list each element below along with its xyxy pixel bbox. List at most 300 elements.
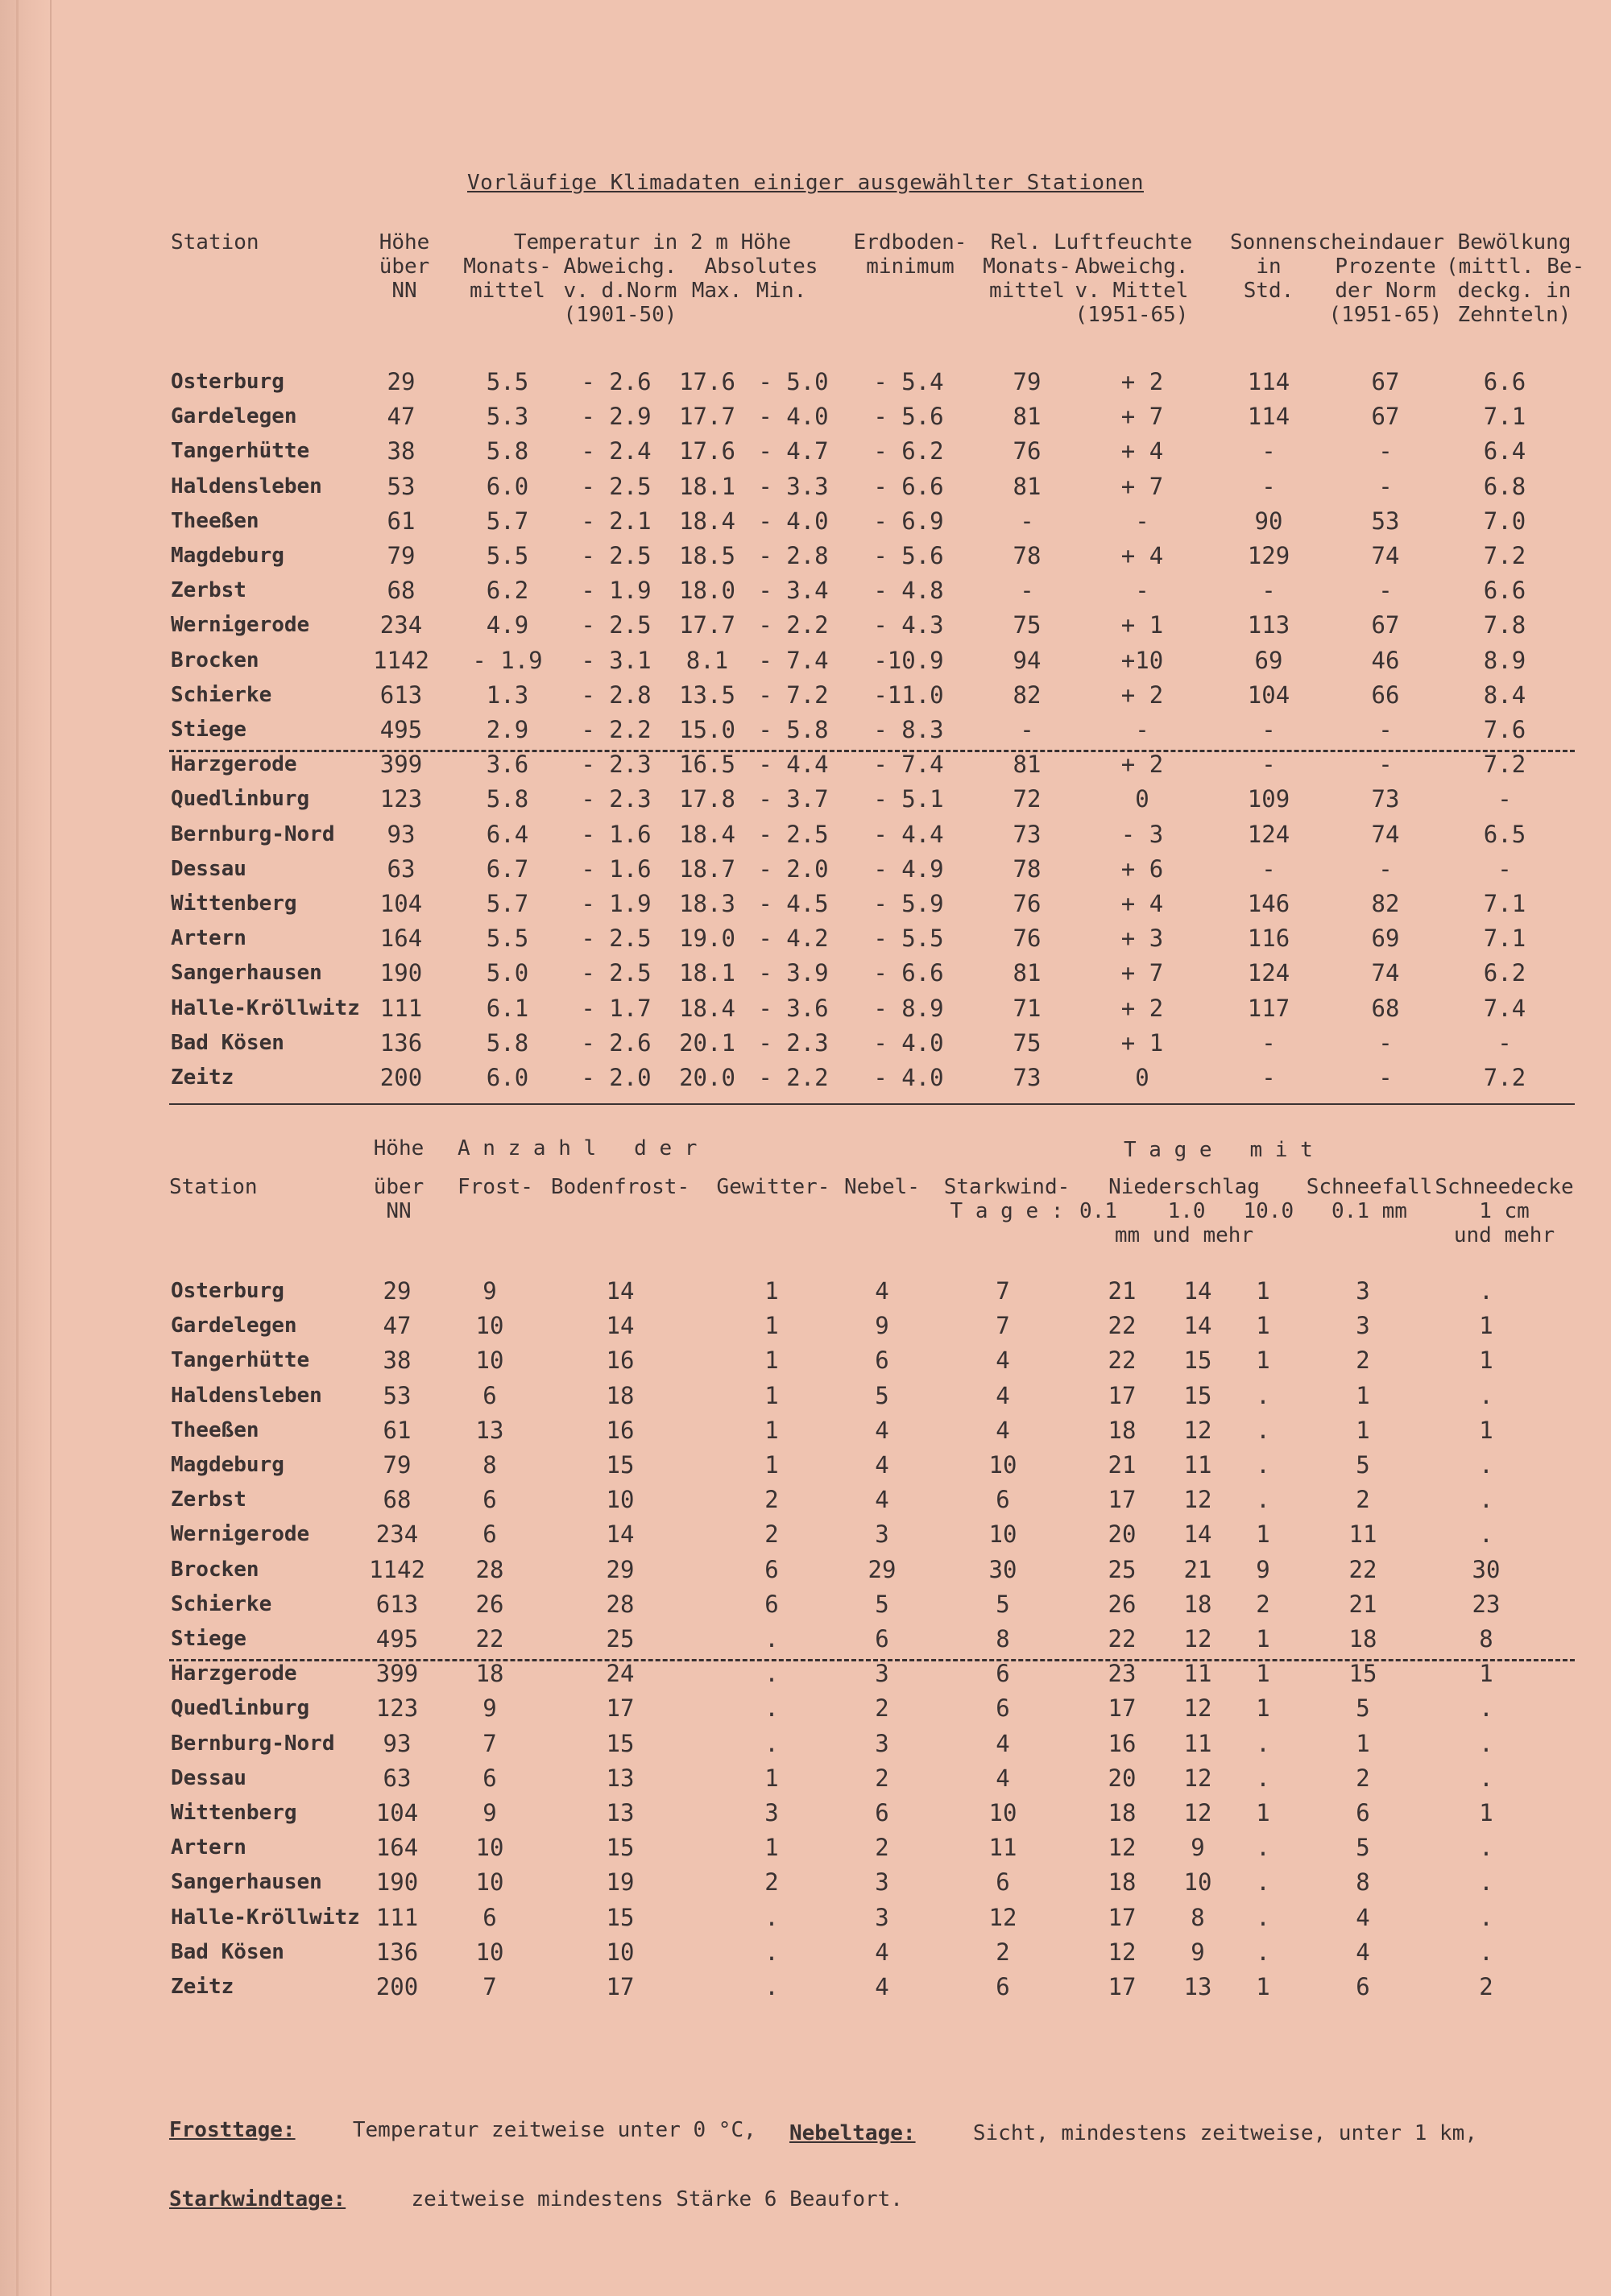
t1-cell-max: 18.1 [679, 959, 735, 987]
t2-cell-nebel: 3 [875, 1520, 889, 1549]
t1-cell-max: 15.0 [679, 716, 735, 743]
t2-cell-nebel: 2 [875, 1764, 889, 1792]
t2-cell-nieder-10: 15 [1183, 1381, 1212, 1409]
t1-cell-hoehe: 68 [387, 577, 416, 605]
footnote-frost [169, 2118, 756, 2142]
t1-station-name: Bad Kösen [171, 1030, 284, 1055]
t1-cell-sonne-prozent: - [1378, 1064, 1393, 1091]
t1-header-bewoelkung: Bewölkung (mittl. Be- deckg. in Zehnteln) [1446, 230, 1585, 327]
t1-cell-erdboden: - 5.9 [873, 890, 944, 917]
t1-cell-hoehe: 47 [387, 403, 416, 431]
t1-row [0, 956, 1611, 990]
t1-cell-sonne-prozent: 74 [1371, 959, 1400, 987]
t1-cell-bewoelkung: 6.2 [1483, 959, 1526, 987]
t2-cell-nebel: 6 [875, 1347, 889, 1375]
t2-cell-nieder-01: 23 [1108, 1660, 1137, 1688]
t1-cell-abweichung: - 2.5 [581, 472, 652, 500]
t1-station-name: Theeßen [171, 508, 259, 533]
t2-cell-nebel: 4 [875, 1938, 889, 1966]
t1-cell-min: - 3.9 [758, 959, 829, 987]
t2-cell-hoehe: 29 [383, 1277, 412, 1305]
t2-cell-hoehe: 123 [375, 1694, 419, 1723]
t1-cell-abweichung: - 1.9 [581, 577, 652, 605]
footnote-starkwind-term: Starkwindtage: [169, 2187, 346, 2211]
t1-cell-min: - 5.0 [758, 368, 829, 395]
t2-cell-schneefall: 1 [1356, 1729, 1370, 1757]
t2-cell-schneefall: 1 [1356, 1381, 1370, 1409]
t1-cell-abweichung: - 2.9 [581, 403, 652, 431]
t1-cell-min: - 2.0 [758, 854, 829, 883]
t2-cell-frost: 26 [475, 1590, 504, 1618]
t2-cell-frost: 6 [482, 1764, 497, 1792]
t1-cell-min: - 7.4 [758, 646, 829, 674]
t1-row [0, 434, 1611, 468]
t1-header-sonne-std: in Std. [1243, 254, 1294, 303]
t2-cell-nebel: 4 [875, 1416, 889, 1444]
t1-cell-bewoelkung: 7.8 [1483, 611, 1526, 639]
t2-cell-bodenfrost: 10 [606, 1938, 635, 1966]
t1-cell-hoehe: 123 [379, 785, 423, 813]
t1-cell-abweichung: - 1.7 [581, 994, 652, 1022]
t2-cell-nieder-01: 12 [1108, 1938, 1137, 1966]
t2-cell-nebel: 6 [875, 1625, 889, 1653]
t1-cell-erdboden: - 5.4 [873, 368, 944, 395]
t1-station-name: Bernburg-Nord [171, 821, 335, 846]
t2-cell-gewitter: 2 [764, 1486, 779, 1514]
t2-cell-nieder-100: . [1256, 1868, 1270, 1897]
t1-cell-luft-mittel: 78 [1013, 542, 1042, 569]
t1-cell-sonne-prozent: 53 [1371, 507, 1400, 535]
t2-cell-schneefall: 2 [1356, 1347, 1370, 1375]
t1-cell-sonne-prozent: - [1378, 716, 1393, 743]
t1-row [0, 991, 1611, 1025]
t1-cell-bewoelkung: 7.1 [1483, 403, 1526, 431]
t1-row [0, 887, 1611, 920]
t2-cell-nieder-100: . [1256, 1764, 1270, 1792]
t2-cell-bodenfrost: 19 [606, 1868, 635, 1897]
t1-cell-luft-mittel: 76 [1013, 437, 1042, 465]
t1-cell-sonne-prozent: 46 [1371, 646, 1400, 674]
t2-header-bodenfrost: Bodenfrost- [550, 1175, 690, 1199]
t2-cell-schneedecke: . [1479, 1694, 1493, 1723]
t1-cell-monatsmittel: 5.8 [486, 437, 529, 465]
t2-cell-nieder-01: 18 [1108, 1868, 1137, 1897]
t1-cell-min: - 3.4 [758, 577, 829, 605]
t2-row [0, 1796, 1611, 1830]
t1-row [0, 1061, 1611, 1094]
t1-cell-sonne-prozent: 67 [1371, 368, 1400, 395]
t1-cell-monatsmittel: 1.3 [486, 681, 529, 709]
t1-cell-bewoelkung: 8.9 [1483, 646, 1526, 674]
t1-cell-sonne-std: 129 [1247, 542, 1290, 569]
t1-cell-sonne-prozent: - [1378, 437, 1393, 465]
t1-row [0, 747, 1611, 781]
t2-cell-gewitter: 2 [764, 1520, 779, 1549]
t1-cell-monatsmittel: 6.4 [486, 820, 529, 848]
t1-cell-max: 18.4 [679, 820, 735, 848]
t1-cell-hoehe: 495 [379, 716, 423, 743]
t1-cell-luft-abweichung: + 4 [1120, 542, 1164, 569]
t2-cell-starkwind: 4 [996, 1381, 1010, 1409]
t1-cell-luft-abweichung: + 7 [1120, 959, 1164, 987]
t2-row [0, 1831, 1611, 1864]
t2-header-gewitter: Gewitter- [716, 1175, 830, 1199]
t1-station-name: Zerbst [171, 578, 246, 603]
t2-row [0, 1727, 1611, 1760]
t2-cell-schneefall: 6 [1356, 1973, 1370, 2000]
t1-cell-erdboden: - 7.4 [873, 751, 944, 779]
t2-row [0, 1901, 1611, 1934]
t2-cell-starkwind: 7 [996, 1277, 1010, 1305]
t2-cell-nebel: 4 [875, 1277, 889, 1305]
t1-cell-min: - 3.3 [758, 472, 829, 500]
t1-cell-abweichung: - 2.4 [581, 437, 652, 465]
t2-cell-nieder-100: 1 [1256, 1347, 1270, 1375]
t2-cell-schneefall: 5 [1356, 1694, 1370, 1723]
t1-cell-sonne-std: - [1261, 472, 1276, 500]
t2-cell-nieder-10: 11 [1183, 1451, 1212, 1479]
t1-cell-monatsmittel: 2.9 [486, 716, 529, 743]
t2-cell-starkwind: 10 [988, 1520, 1017, 1549]
t2-cell-bodenfrost: 15 [606, 1729, 635, 1757]
t2-cell-schneedecke: 30 [1472, 1555, 1501, 1583]
t2-cell-hoehe: 53 [383, 1381, 412, 1409]
t1-cell-hoehe: 79 [387, 542, 416, 569]
t2-cell-frost: 7 [482, 1973, 497, 2000]
t1-cell-max: 18.1 [679, 472, 735, 500]
t2-cell-gewitter: . [764, 1694, 779, 1723]
t2-cell-schneefall: 22 [1348, 1555, 1377, 1583]
t1-cell-monatsmittel: 6.1 [486, 994, 529, 1022]
t2-cell-nieder-100: 2 [1256, 1590, 1270, 1618]
t2-cell-frost: 9 [482, 1799, 497, 1826]
t2-cell-schneefall: 2 [1356, 1486, 1370, 1514]
t2-cell-starkwind: 8 [996, 1625, 1010, 1653]
t1-cell-erdboden: - 5.5 [873, 925, 944, 953]
t1-cell-luft-mittel: 75 [1013, 1028, 1042, 1057]
t2-cell-frost: 6 [482, 1903, 497, 1931]
t1-cell-bewoelkung: 7.1 [1483, 925, 1526, 953]
t2-cell-starkwind: 11 [988, 1834, 1017, 1862]
t2-cell-bodenfrost: 15 [606, 1834, 635, 1862]
t2-station-name: Schierke [171, 1591, 272, 1616]
t2-cell-schneedecke: 8 [1479, 1625, 1493, 1653]
t2-header-hoehe: über NN [373, 1175, 424, 1223]
t1-cell-bewoelkung: 7.4 [1483, 994, 1526, 1022]
t2-cell-frost: 10 [475, 1868, 504, 1897]
t2-cell-hoehe: 613 [375, 1590, 419, 1618]
t2-station-name: Gardelegen [171, 1313, 297, 1338]
t1-header-max: Max. [691, 279, 743, 303]
t1-cell-min: - 7.2 [758, 681, 829, 709]
t2-cell-bodenfrost: 17 [606, 1694, 635, 1723]
t1-cell-sonne-std: - [1261, 716, 1276, 743]
t1-cell-bewoelkung: - [1497, 785, 1512, 813]
t2-cell-gewitter: . [764, 1903, 779, 1931]
t1-cell-max: 17.6 [679, 368, 735, 395]
t1-station-name: Sangerhausen [171, 961, 322, 986]
t1-cell-sonne-std: 69 [1254, 646, 1283, 674]
table2-dashed-separator [169, 1659, 1575, 1661]
t2-station-name: Theeßen [171, 1417, 259, 1442]
t1-cell-luft-mittel: 73 [1013, 820, 1042, 848]
t1-header-hoehe: Höhe über NN [379, 230, 430, 303]
t2-cell-nebel: 5 [875, 1381, 889, 1409]
t1-row [0, 539, 1611, 573]
t1-cell-monatsmittel: 5.5 [486, 368, 529, 395]
t2-cell-schneedecke: . [1479, 1764, 1493, 1792]
t1-cell-min: - 2.3 [758, 1028, 829, 1057]
t2-cell-starkwind: 5 [996, 1590, 1010, 1618]
t1-cell-erdboden: - 4.0 [873, 1028, 944, 1057]
t2-cell-gewitter: . [764, 1660, 779, 1688]
table1-dashed-separator [169, 750, 1575, 752]
t2-cell-schneedecke: . [1479, 1868, 1493, 1897]
t2-cell-hoehe: 495 [375, 1625, 419, 1653]
t1-cell-erdboden: - 5.6 [873, 403, 944, 431]
t2-header-nebel: Nebel- [844, 1175, 920, 1199]
t2-station-name: Sangerhausen [171, 1870, 322, 1895]
page-title: Vorläufige Klimadaten einiger ausgewählter Stationen [467, 171, 1144, 195]
t2-cell-gewitter: 1 [764, 1312, 779, 1340]
t1-cell-erdboden: - 5.6 [873, 542, 944, 569]
t2-cell-schneefall: 21 [1348, 1590, 1377, 1618]
t1-row [0, 399, 1611, 433]
t2-cell-schneefall: 5 [1356, 1451, 1370, 1479]
t2-cell-nieder-01: 26 [1108, 1590, 1137, 1618]
t2-cell-bodenfrost: 14 [606, 1312, 635, 1340]
t2-cell-bodenfrost: 16 [606, 1416, 635, 1444]
t2-cell-nieder-01: 18 [1108, 1799, 1137, 1826]
t1-cell-hoehe: 104 [379, 890, 423, 917]
t2-cell-nieder-01: 12 [1108, 1834, 1137, 1862]
t2-station-name: Wittenberg [171, 1801, 297, 1825]
t1-cell-max: 13.5 [679, 681, 735, 709]
t1-cell-hoehe: 38 [387, 437, 416, 465]
t2-cell-starkwind: 7 [996, 1312, 1010, 1340]
t1-cell-min: - 2.2 [758, 611, 829, 639]
t2-cell-bodenfrost: 17 [606, 1973, 635, 2000]
t2-cell-starkwind: 4 [996, 1347, 1010, 1375]
t1-cell-luft-abweichung: + 2 [1120, 994, 1164, 1022]
t1-cell-abweichung: - 1.9 [581, 890, 652, 917]
t2-cell-starkwind: 6 [996, 1973, 1010, 2000]
t2-header-frost: Frost- [458, 1175, 533, 1199]
t2-cell-schneedecke: 1 [1479, 1312, 1493, 1340]
t1-cell-luft-abweichung: - [1135, 507, 1149, 535]
t1-header-min: Min. [756, 279, 807, 303]
t1-cell-luft-mittel: 82 [1013, 681, 1042, 709]
t1-cell-luft-mittel: 76 [1013, 890, 1042, 917]
t2-cell-gewitter: 3 [764, 1799, 779, 1826]
t1-cell-luft-abweichung: + 4 [1120, 890, 1164, 917]
t1-cell-sonne-std: - [1261, 437, 1276, 465]
t2-row [0, 1274, 1611, 1308]
t1-cell-luft-abweichung: - [1135, 716, 1149, 743]
t2-cell-nebel: 2 [875, 1834, 889, 1862]
t2-cell-frost: 10 [475, 1834, 504, 1862]
t2-cell-nebel: 3 [875, 1903, 889, 1931]
t1-cell-sonne-std: - [1261, 1028, 1276, 1057]
t1-cell-luft-abweichung: + 2 [1120, 681, 1164, 709]
t2-cell-hoehe: 38 [383, 1347, 412, 1375]
t2-cell-nieder-100: 1 [1256, 1973, 1270, 2000]
t1-row [0, 678, 1611, 712]
t2-cell-gewitter: . [764, 1938, 779, 1966]
t2-cell-frost: 9 [482, 1277, 497, 1305]
t1-cell-abweichung: - 2.0 [581, 1064, 652, 1091]
t2-station-name: Halle-Kröllwitz [171, 1905, 360, 1930]
t1-station-name: Wernigerode [171, 613, 310, 638]
t2-header-schneefall: Schneefall 0.1 mm [1306, 1175, 1433, 1223]
t1-cell-abweichung: - 2.5 [581, 542, 652, 569]
t2-cell-nieder-10: 11 [1183, 1729, 1212, 1757]
t1-cell-bewoelkung: 6.6 [1483, 577, 1526, 605]
t2-header-anzahl: A n z a h l d e r [458, 1136, 698, 1160]
t1-cell-sonne-prozent: - [1378, 751, 1393, 779]
t1-cell-sonne-prozent: 69 [1371, 925, 1400, 953]
t2-cell-starkwind: 4 [996, 1729, 1010, 1757]
t2-cell-nieder-10: 10 [1183, 1868, 1212, 1897]
t2-cell-nieder-10: 9 [1191, 1834, 1205, 1862]
t2-station-name: Bad Kösen [171, 1939, 284, 1964]
t2-station-name: Haldensleben [171, 1383, 322, 1408]
t1-cell-sonne-std: 113 [1247, 611, 1290, 639]
t2-cell-bodenfrost: 13 [606, 1799, 635, 1826]
t2-cell-schneedecke: . [1479, 1729, 1493, 1757]
t1-cell-erdboden: - 4.3 [873, 611, 944, 639]
t2-cell-schneedecke: 2 [1479, 1973, 1493, 2000]
t2-cell-frost: 7 [482, 1729, 497, 1757]
t2-cell-nebel: 9 [875, 1312, 889, 1340]
t1-cell-erdboden: - 4.4 [873, 820, 944, 848]
t1-cell-luft-abweichung: + 7 [1120, 403, 1164, 431]
t2-cell-starkwind: 2 [996, 1938, 1010, 1966]
t1-cell-hoehe: 136 [379, 1028, 423, 1057]
t1-cell-luft-mittel: 72 [1013, 785, 1042, 813]
t2-cell-frost: 8 [482, 1451, 497, 1479]
table1-bottom-rule [169, 1103, 1575, 1105]
t2-cell-schneefall: 1 [1356, 1416, 1370, 1444]
t1-cell-max: 18.4 [679, 507, 735, 535]
t1-row [0, 573, 1611, 607]
footnote-nebel-text: Sicht, mindestens zeitweise, unter 1 km, [972, 2121, 1477, 2145]
t1-cell-sonne-prozent: 74 [1371, 820, 1400, 848]
t2-cell-schneefall: 8 [1356, 1868, 1370, 1897]
t1-station-name: Gardelegen [171, 404, 297, 429]
t1-station-name: Halle-Kröllwitz [171, 995, 360, 1020]
t1-cell-min: - 2.8 [758, 542, 829, 569]
t2-cell-nieder-01: 16 [1108, 1729, 1137, 1757]
t2-station-name: Bernburg-Nord [171, 1731, 335, 1756]
t2-cell-nieder-100: . [1256, 1486, 1270, 1514]
t1-cell-max: 16.5 [679, 751, 735, 779]
t2-cell-nieder-100: 1 [1256, 1660, 1270, 1688]
t1-cell-luft-abweichung: - 3 [1120, 820, 1164, 848]
t2-cell-nieder-10: 14 [1183, 1277, 1212, 1305]
t2-station-name: Magdeburg [171, 1453, 284, 1477]
t1-cell-sonne-std: - [1261, 854, 1276, 883]
t1-cell-hoehe: 111 [379, 994, 423, 1022]
t1-cell-sonne-std: 114 [1247, 368, 1290, 395]
t1-station-name: Dessau [171, 856, 246, 881]
t1-cell-luft-mittel: 81 [1013, 959, 1042, 987]
t2-row [0, 1379, 1611, 1413]
t2-cell-schneefall: 4 [1356, 1903, 1370, 1931]
t2-cell-frost: 9 [482, 1694, 497, 1723]
t2-cell-nieder-01: 17 [1108, 1486, 1137, 1514]
t1-cell-sonne-prozent: - [1378, 577, 1393, 605]
t1-cell-luft-mittel: - [1020, 716, 1034, 743]
t1-cell-min: - 4.0 [758, 403, 829, 431]
t1-cell-monatsmittel: - 1.9 [472, 646, 543, 674]
t2-cell-hoehe: 79 [383, 1451, 412, 1479]
t1-cell-max: 18.0 [679, 577, 735, 605]
t1-cell-luft-abweichung: +10 [1120, 646, 1164, 674]
t2-cell-starkwind: 12 [988, 1903, 1017, 1931]
t1-cell-monatsmittel: 4.9 [486, 611, 529, 639]
t2-cell-hoehe: 63 [383, 1764, 412, 1792]
t1-cell-erdboden: -11.0 [873, 681, 944, 709]
t2-cell-bodenfrost: 24 [606, 1660, 635, 1688]
t2-header-niederschlag: Niederschlag 0.1 1.0 10.0 mm und mehr [1079, 1175, 1294, 1247]
t1-cell-luft-mittel: - [1020, 577, 1034, 605]
t2-cell-nieder-01: 22 [1108, 1625, 1137, 1653]
t1-cell-abweichung: - 2.1 [581, 507, 652, 535]
t1-cell-bewoelkung: 7.2 [1483, 542, 1526, 569]
t2-cell-nieder-01: 20 [1108, 1520, 1137, 1549]
t1-cell-luft-abweichung: + 1 [1120, 1028, 1164, 1057]
t1-cell-min: - 4.0 [758, 507, 829, 535]
t2-cell-gewitter: 1 [764, 1381, 779, 1409]
t1-cell-abweichung: - 2.5 [581, 611, 652, 639]
t1-cell-monatsmittel: 5.0 [486, 959, 529, 987]
t2-cell-nieder-10: 12 [1183, 1764, 1212, 1792]
t1-cell-erdboden: - 4.8 [873, 577, 944, 605]
t1-row [0, 852, 1611, 886]
t2-cell-schneedecke: . [1479, 1486, 1493, 1514]
t2-station-name: Brocken [171, 1557, 259, 1582]
t1-cell-abweichung: - 2.8 [581, 681, 652, 709]
t1-cell-abweichung: - 1.6 [581, 820, 652, 848]
t2-cell-nieder-10: 11 [1183, 1660, 1212, 1688]
t2-cell-starkwind: 6 [996, 1694, 1010, 1723]
t1-cell-erdboden: - 4.0 [873, 1064, 944, 1091]
t1-cell-max: 19.0 [679, 925, 735, 953]
t2-cell-gewitter: 1 [764, 1451, 779, 1479]
t2-cell-gewitter: 2 [764, 1868, 779, 1897]
footnote-nebel-term: Nebeltage: [789, 2121, 916, 2145]
t1-cell-sonne-std: 109 [1247, 785, 1290, 813]
t1-header-sonne-group: Sonnenscheindauer [1229, 230, 1445, 254]
t2-cell-frost: 28 [475, 1555, 504, 1583]
t2-row [0, 1448, 1611, 1482]
t1-cell-abweichung: - 2.6 [581, 1028, 652, 1057]
t1-cell-sonne-std: - [1261, 577, 1276, 605]
t2-cell-nieder-01: 22 [1108, 1347, 1137, 1375]
footnote-frost-text: Temperatur zeitweise unter 0 °C, [352, 2118, 756, 2142]
t2-station-name: Harzgerode [171, 1661, 297, 1686]
t1-cell-hoehe: 29 [387, 368, 416, 395]
t2-cell-nieder-10: 13 [1183, 1973, 1212, 2000]
t2-cell-hoehe: 68 [383, 1486, 412, 1514]
t1-cell-abweichung: - 1.6 [581, 854, 652, 883]
t2-cell-starkwind: 6 [996, 1868, 1010, 1897]
t1-header-monatsmittel: Monats- mittel [463, 254, 552, 303]
t1-cell-max: 18.7 [679, 854, 735, 883]
t1-cell-sonne-prozent: 68 [1371, 994, 1400, 1022]
t1-header-sonne-prozent: Prozente der Norm (1951-65) [1328, 254, 1443, 327]
